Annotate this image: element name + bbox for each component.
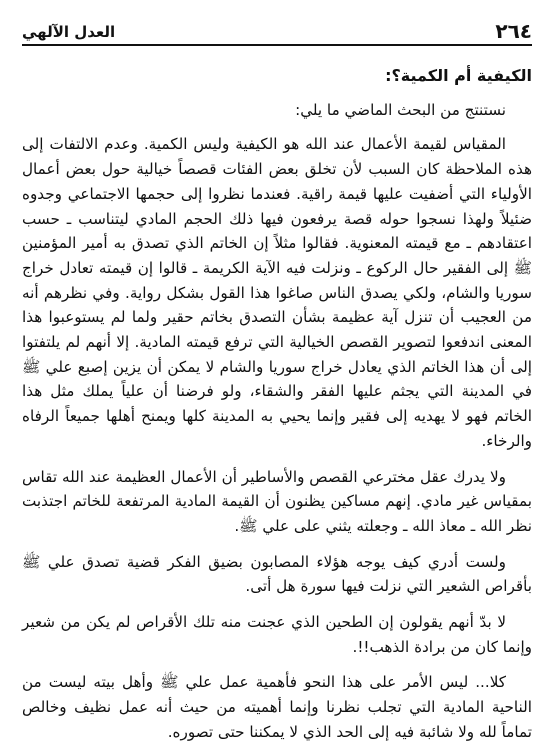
paragraph: ولست أدري كيف يوجه هؤلاء المصابون بضيق الفكر قضية تصدق علي ﷺ بأقراص الشعير التي نزلت فيها سورة هل أتى. xyxy=(22,552,532,596)
page-header xyxy=(22,12,532,42)
page-body xyxy=(22,64,532,756)
paragraph: لا بدّ أنهم يقولون إن الطحين الذي عجنت منه تلك الأقراص لم يكن من شعير وإنما كان من برادة الذهب!!. xyxy=(22,613,532,656)
section-heading: الكيفية أم الكمية؟: xyxy=(385,66,532,85)
paragraph: ولا يدرك عقل مخترعي القصص والأساطير أن الأعمال العظيمة عند الله تقاس بمقياس غير مادي. إنهم مساكين يظنون أن القيمة المادية المرتفعة للخاتم اجتذبت نظر الله ـ معاذ الله ـ وجعلته يثني على علي ﷺ. xyxy=(22,467,532,535)
page-number: ٢٦٤ xyxy=(495,19,532,43)
intro-paragraph: نستنتج من البحث الماضي ما يلي: xyxy=(295,100,506,119)
paragraph: كلا... ليس الأمر على هذا النحو فأهمية عمل علي ﷺ وأهل بيته ليست من الناحية المادية التي تجلب نظرنا وإنما أهميته من حيث أنه عمل نظيف وخالص تماماً لله ولا شائبة فيه إلى الحد الذي لا يمكننا حتى تصوره. xyxy=(22,673,532,741)
header-rule xyxy=(22,44,532,46)
paragraph: المقياس لقيمة الأعمال عند الله هو الكيفية وليس الكمية. وعدم الالتفات إلى هذه الملاحظة كان السبب لأن تخلق بعض الفئات قصصاً خيالية حول بعض أعمال الأولياء التي أضفيت عليها قيمة راقية. فعندما نظروا إلى حجمها الاجتماعي وجدوه ضئيلاً ولهذا نسجوا حوله قصة يرفعون فيها ذلك الحجم المادي ليتناسب ـ حسب اعتقادهم ـ مع قيمته المعنوية. فقالوا مثلاً إن الخاتم الذي تصدق به أمير المؤمنين ﷺ إلى الفقير حال الركوع ـ ونزلت فيه الآية الكريمة ـ قالوا إن قيمته تعادل خراج سوريا والشام، ولكي يصدق الناس صاغوا هذا القول بشكل رواية. وفي نظرهم أنه من العجيب أن تنزل آية عظيمة بشأن التصدق بخاتم حقير ولما لم يستوعبوا هذا المعنى اندفعوا لتصوير القصص الخيالية التي ترفع قيمته المادية. إلا أنهم لم يلتفتوا إلى أن هذا الخاتم الذي يعادل خراج سوريا والشام لا يمكن أن يزين إصبع علي ﷺ في المدينة التي يجثم عليها الفقر والشقاء، ولو فرضنا أن علياً يملك مثل هذا الخاتم فهو لا يهديه إلى فقير وإنما يحيي به المدينة كلها ويمنح أهلها جميعاً الرفاه والرخاء. xyxy=(22,135,532,450)
running-title: العدل الآلهي xyxy=(22,23,116,41)
